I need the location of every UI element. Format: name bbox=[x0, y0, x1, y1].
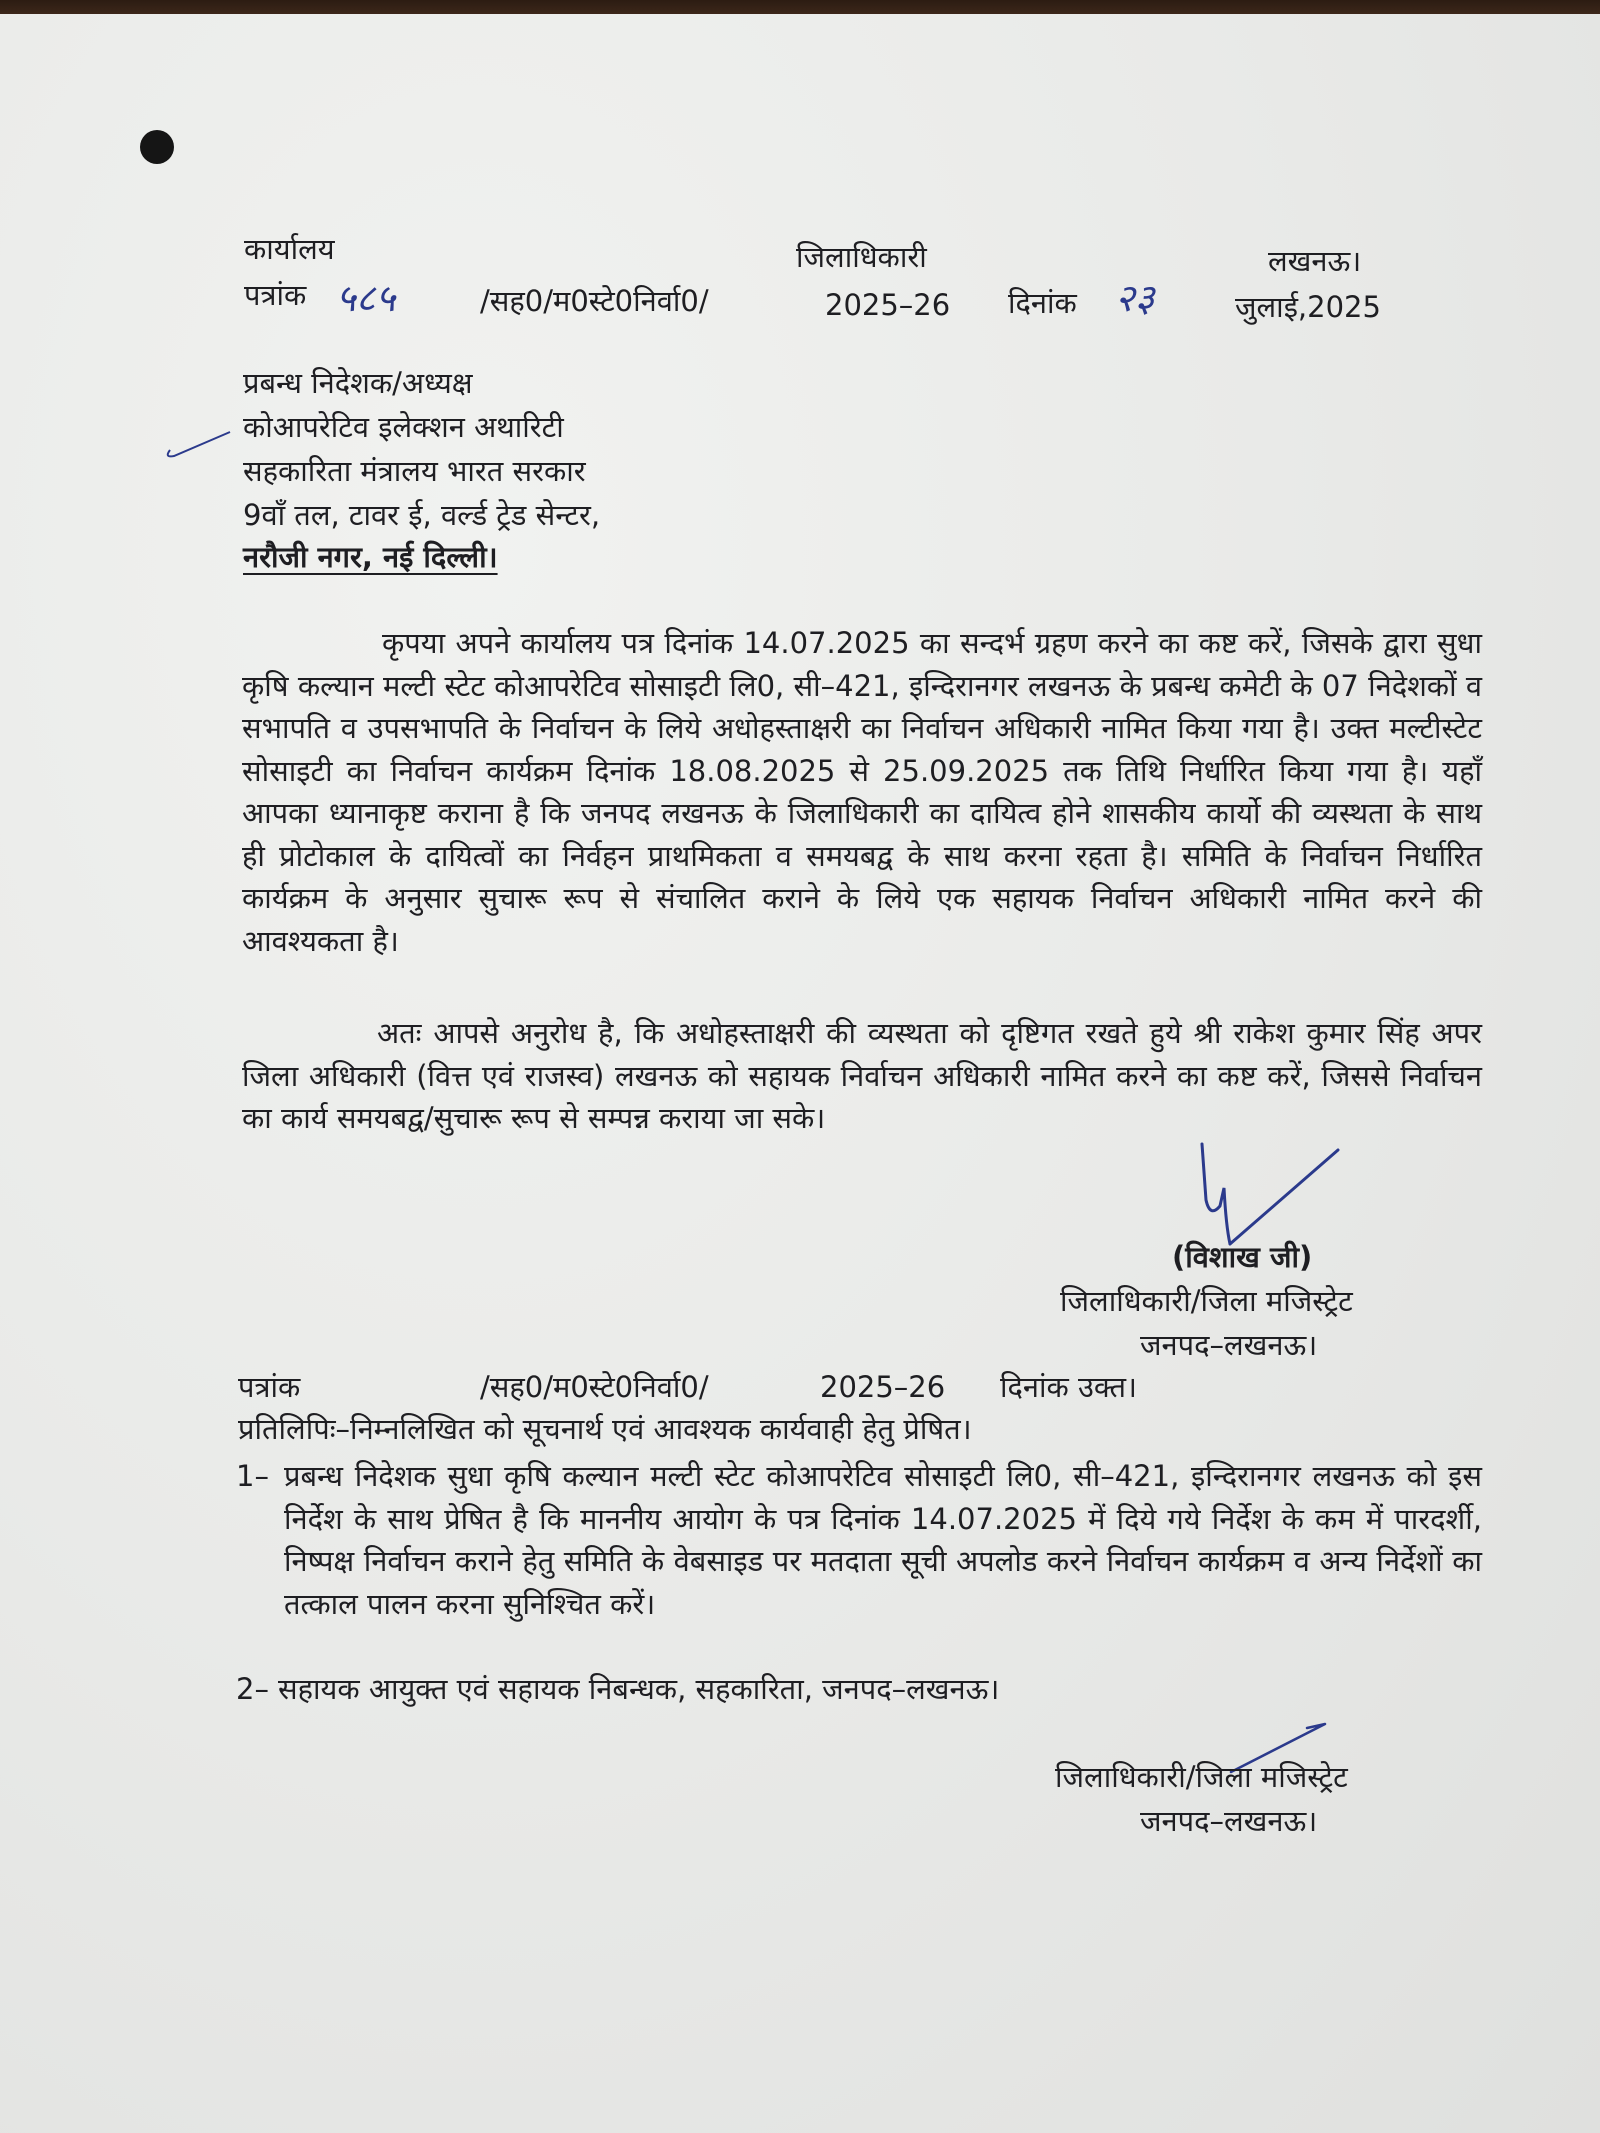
date-month-year: जुलाई,2025 bbox=[1235, 290, 1381, 324]
copy-item-2-number: 2– bbox=[236, 1672, 269, 1706]
office-name: जिलाधिकारी bbox=[796, 240, 927, 274]
ref-code: /सह0/म0स्टे0निर्वा0/ bbox=[480, 284, 709, 318]
date-day-handwritten: २३ bbox=[1115, 276, 1155, 320]
copy-intro: प्रतिलिपिः–निम्नलिखित को सूचनार्थ एवं आवश्यक कार्यवाही हेतु प्रेषित। bbox=[238, 1412, 972, 1446]
copy-item-1-text: प्रबन्ध निदेशक सुधा कृषि कल्यान मल्टी स्टेट कोआपरेटिव सोसाइटी लि0, सी–421, इन्दिरानगर लखनऊ को इस निर्देश के साथ प्रेषित है कि माननीय आयोग के पत्र दिनांक 14.07.2025 में दिये गये निर्देश के कम में पारदर्शी, निष्पक्ष निर्वाचन कराने हेतु समिति के वेबसाइड पर मतदाता सूची अपलोड करने निर्वाचन कार्यक्रम व अन्य निर्देशों का तत्काल पालन करना सुनिश्चित करें। bbox=[284, 1459, 1482, 1621]
date-label: दिनांक bbox=[1008, 286, 1077, 320]
signatory-designation-2: जिलाधिकारी/जिला मजिस्ट्रेट bbox=[1055, 1760, 1348, 1794]
office-label: कार्यालय bbox=[244, 232, 335, 266]
pen-tick-mark bbox=[160, 430, 240, 470]
copy-date-text: दिनांक उक्त। bbox=[1000, 1370, 1137, 1404]
body-paragraph-1: कृपया अपने कार्यालय पत्र दिनांक 14.07.2025 का सन्दर्भ ग्रहण करने का कष्ट करें, जिसके द्वारा सुधा कृषि कल्यान मल्टी स्टेट कोआपरेटिव सोसाइटी लि0, सी–421, इन्दिरानगर लखनऊ के प्रबन्ध कमेटी के 07 निदेशकों व सभापति व उपसभापति के निर्वाचन के लिये अधोहस्ताक्षरी का निर्वाचन अधिकारी नामित किया गया है। उक्त मल्टीस्टेट सोसाइटी का निर्वाचन कार्यक्रम दिनांक 18.08.2025 से 25.09.2025 तक तिथि निर्धारित किया गया है। यहाँ आपका ध्यानाकृष्ट कराना है कि जनपद लखनऊ के जिलाधिकारी का दायित्व होने शासकीय कार्यो की व्यस्थता के साथ ही प्रोटोकाल के दायित्वों का निर्वहन प्राथमिकता व समयबद्व के साथ करना रहता है। समिति के निर्वाचन निर्धारित कार्यक्रम के अनुसार सुचारू रूप से संचालित कराने के लिये एक सहायक निर्वाचन अधिकारी नामित करने की आवश्यकता है। bbox=[242, 626, 1482, 958]
copy-ref-code: /सह0/म0स्टे0निर्वा0/ bbox=[480, 1370, 709, 1404]
copy-ref-year: 2025–26 bbox=[820, 1370, 946, 1404]
signatory-district-2: जनपद–लखनऊ। bbox=[1140, 1804, 1318, 1838]
ref-label: पत्रांक bbox=[244, 278, 307, 312]
addressee-line5: नरौजी नगर, नई दिल्ली। bbox=[243, 540, 498, 574]
copy-ref-label: पत्रांक bbox=[238, 1370, 301, 1404]
signatory-name: (विशाख जी) bbox=[1172, 1240, 1313, 1274]
punch-hole bbox=[140, 130, 174, 164]
addressee-line3: सहकारिता मंत्रालय भारत सरकार bbox=[243, 454, 586, 488]
copy-item-2-text: सहायक आयुक्त एवं सहायक निबन्धक, सहकारिता, जनपद–लखनऊ। bbox=[278, 1672, 1000, 1706]
addressee-line2: कोआपरेटिव इलेक्शन अथारिटी bbox=[243, 410, 564, 444]
ref-number-handwritten: ५८५ bbox=[336, 276, 396, 320]
office-city: लखनऊ। bbox=[1268, 244, 1362, 278]
copy-item-1-number: 1– bbox=[236, 1459, 269, 1493]
addressee-line1: प्रबन्ध निदेशक/अध्यक्ष bbox=[243, 366, 473, 400]
addressee-line4: 9वाँ तल, टावर ई, वर्ल्ड ट्रेड सेन्टर, bbox=[243, 498, 601, 532]
body-paragraph-2: अतः आपसे अनुरोध है, कि अधोहस्ताक्षरी की व्यस्थता को दृष्टिगत रखते हुये श्री राकेश कुमार सिंह अपर जिला अधिकारी (वित्त एवं राजस्व) लखनऊ को सहायक निर्वाचन अधिकारी नामित करने का कष्ट करें, जिससे निर्वाचन का कार्य समयबद्व/सुचारू रूप से सम्पन्न कराया जा सके। bbox=[242, 1016, 1482, 1135]
signatory-district-1: जनपद–लखनऊ। bbox=[1140, 1328, 1318, 1362]
signatory-designation-1: जिलाधिकारी/जिला मजिस्ट्रेट bbox=[1060, 1284, 1353, 1318]
ref-year: 2025–26 bbox=[825, 288, 951, 322]
